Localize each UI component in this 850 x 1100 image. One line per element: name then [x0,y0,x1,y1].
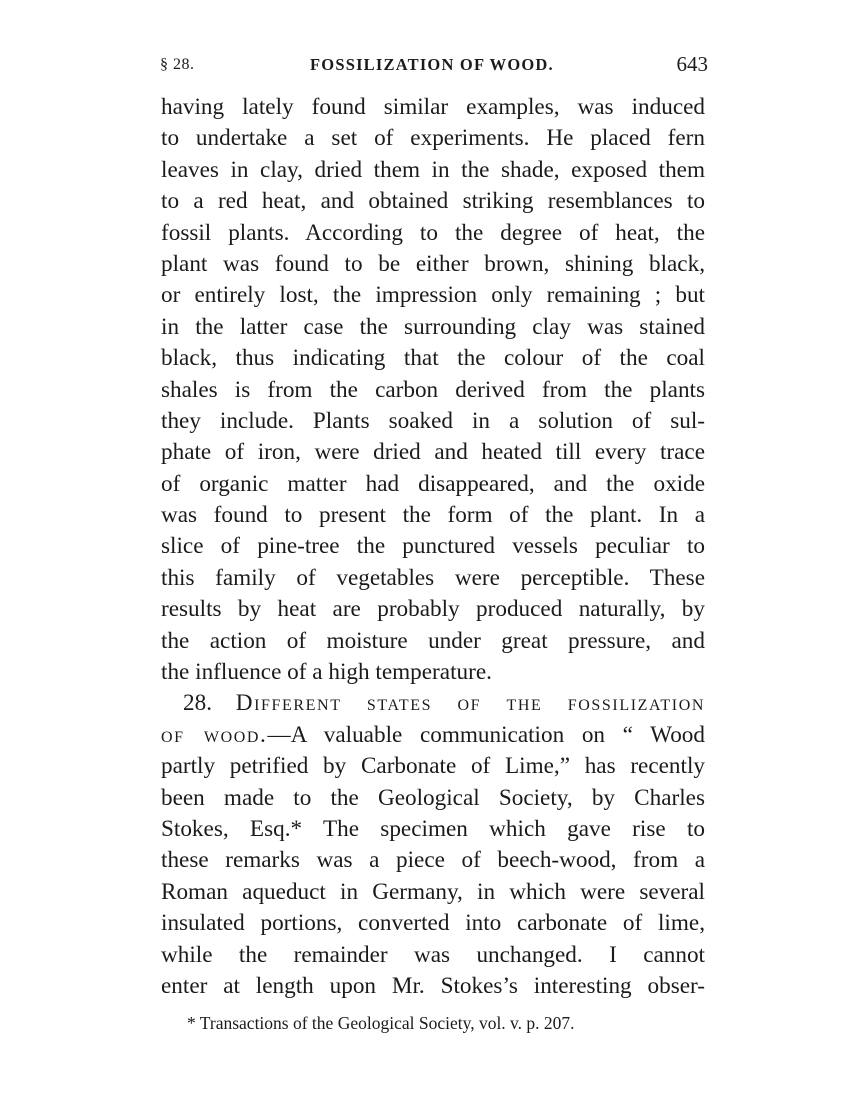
text-line: to undertake a set of experiments. He placed fern [161,125,705,152]
text-line: Stokes, Esq.* The specimen which gave rise to [161,815,705,842]
section-number: 28. [183,690,212,717]
text-line: having lately found similar examples, was induced [161,94,705,120]
text-line: was found to present the form of the plant. In a [161,502,705,529]
text-line: results by heat are probably produced naturally, by [161,596,705,623]
text-line: leaves in clay, dried them in the shade, exposed them [161,156,705,183]
running-title: FOSSILIZATION OF WOOD. [310,55,554,74]
text-line: been made to the Geological Society, by Charles [161,784,705,811]
section-heading: Different states of the fossilization [235,690,706,717]
text-line: insulated portions, converted into carbonate of lime, [161,910,705,937]
text-line: phate of iron, were dried and heated till every trace [161,439,705,466]
body-text [161,92,705,1002]
section-reference: § 28. [160,56,195,73]
text-line: the action of moisture under great pressure, and [161,627,705,654]
text-line: black, thus indicating that the colour of the coal [161,345,705,372]
text-line: enter at length upon Mr. Stokes’s interesting obser- [161,972,705,999]
section-text: —A valuable communication on “ Wood [267,721,705,748]
text-line: of organic matter had disappeared, and the oxide [161,470,705,497]
section-heading-continued: of wood. [161,721,268,748]
text-line: while the remainder was unchanged. I cannot [161,941,705,968]
text-line: slice of pine-tree the punctured vessels peculiar to [161,533,705,560]
footnote: * Transactions of the Geological Society, vol. v. p. 207. [187,1013,575,1033]
text-line: they include. Plants soaked in a solution of sul- [161,407,705,434]
running-head [160,52,708,80]
section-heading-line [161,688,705,719]
text-line: fossil plants. According to the degree of heat, the [161,219,705,246]
text-line: or entirely lost, the impression only remaining ; but [161,282,705,309]
text-line: the influence of a high temperature. [161,659,492,686]
text-line: partly petrified by Carbonate of Lime,” has recently [161,753,705,780]
section-heading-line-continued [161,720,705,751]
text-line: this family of vegetables were perceptible. These [161,564,705,591]
text-line: in the latter case the surrounding clay was stained [161,313,705,340]
page-number: 643 [676,52,708,76]
text-line: these remarks was a piece of beech-wood, from a [161,847,705,874]
text-line: to a red heat, and obtained striking resemblances to [161,188,705,215]
text-line: shales is from the carbon derived from the plants [161,376,705,403]
text-line: Roman aqueduct in Germany, in which were several [161,878,705,905]
text-line: plant was found to be either brown, shining black, [161,250,705,277]
